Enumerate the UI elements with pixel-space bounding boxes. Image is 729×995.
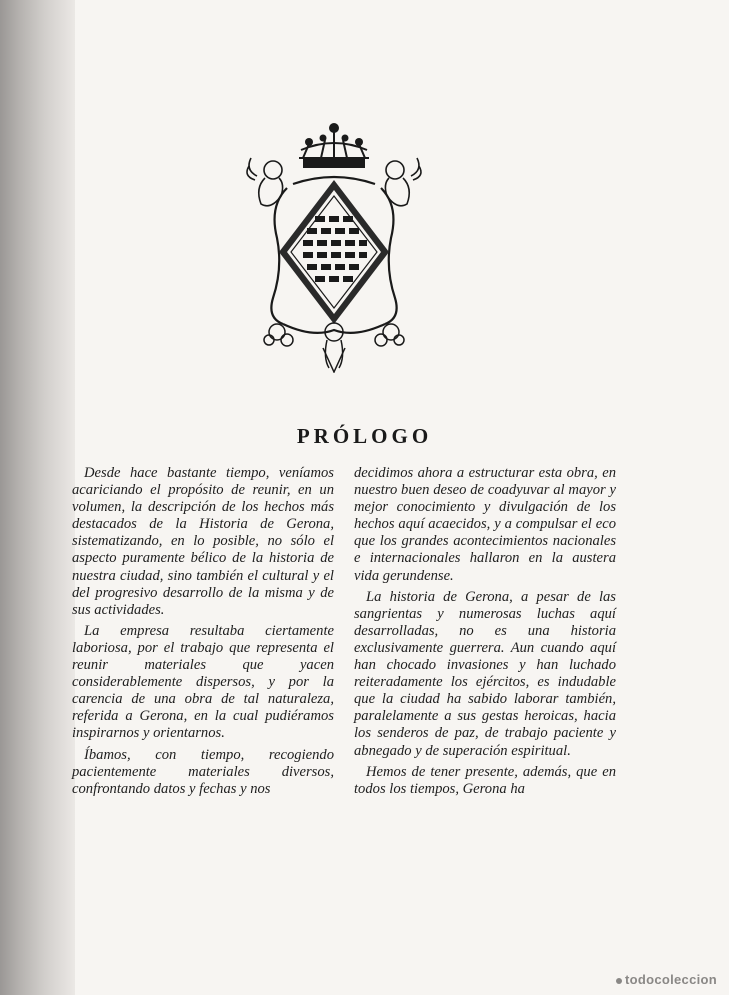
paragraph: Íbamos, con tiempo, recogiendo pacientemente materiales diversos, confrontando datos y fechas y nos [72, 746, 334, 797]
book-gutter-shadow [0, 0, 75, 995]
watermark-text: todocoleccion [624, 972, 717, 987]
paragraph: La historia de Gerona, a pesar de las sangrientas y numerosas luchas aquí desarrolladas, no es una historia exclusivamente guerrera. Aun cuando aquí han chocado invasiones y han luchado reiteradamente los ejércitos, es indudable que la ciudad ha sabido laborar también, paralelamente a sus gestas heroicas, hacia los senderos de paz, de trabajo paciente y abnegado y de superación espiritual. [354, 588, 616, 759]
text-column-right [354, 465, 616, 802]
paragraph: La empresa resultaba ciertamente laboriosa, por el trabajo que representa el reunir materiales que yacen considerablemente dispersos, y por la carencia de una obra de tal naturaleza, referida a Gerona, en la cual pudiéramos inspirarnos y orientarnos. [72, 622, 334, 742]
paragraph: decidimos ahora a estructurar esta obra, en nuestro buen deseo de coadyuvar al mayor y mejor conocimiento y divulgación de los hechos aquí acaecidos, y a compulsar el eco que los grandes acontecimientos nacionales e internacionales hallaron en la austera vida gerundense. [354, 465, 616, 584]
page-title: PRÓLOGO [296, 424, 433, 448]
paragraph: Desde hace bastante tiempo, veníamos acariciando el propósito de reunir, en un volumen, la descripción de los hechos más destacados de la Historia de Gerona, sistematizando, en lo posible, no sólo el aspecto puramente bélico de la historia de nuestra ciudad, sino también el cultural y el del progresivo desarrollo de la misma y de sus actividades. [72, 465, 334, 618]
paragraph: Hemos de tener presente, además, que en todos los tiempos, Gerona ha [354, 763, 616, 797]
coat-of-arms-icon [243, 118, 425, 373]
watermark [616, 972, 717, 987]
watermark-dot-icon [616, 978, 622, 984]
text-column-left [72, 465, 334, 802]
